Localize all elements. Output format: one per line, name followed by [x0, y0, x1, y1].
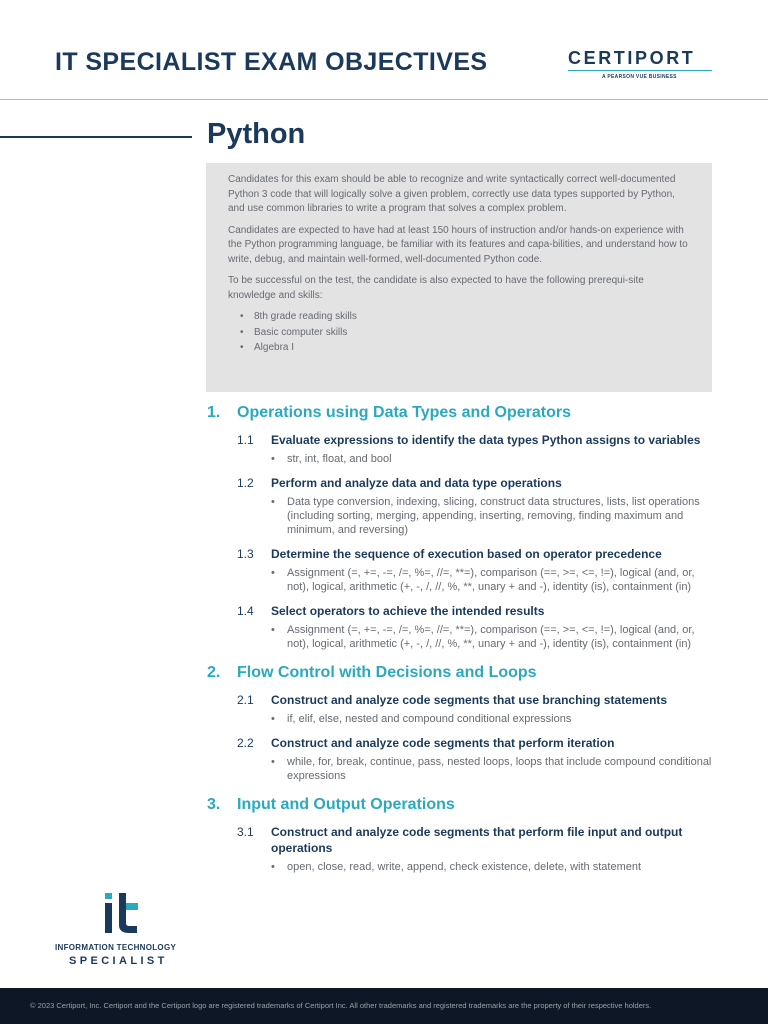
header-title: IT SPECIALIST EXAM OBJECTIVES — [55, 48, 488, 76]
section-number: 2. — [207, 664, 221, 681]
certiport-logo-tagline: A PEARSON VUE BUSINESS — [602, 74, 677, 80]
objective-detail: • Assignment (=, +=, -=, /=, %=, //=, **=), comparison (==, >=, <=, !=), logical (and, or, not), logical, arithmetic (+, -, /, //, %, **, unary + and -), identity (is), containment (in) — [287, 623, 717, 651]
objective-detail: • if, elif, else, nested and compound conditional expressions — [287, 712, 717, 726]
objective-detail: • Assignment (=, +=, -=, /=, %=, //=, **=), comparison (==, >=, <=, !=), logical (and, or, not), logical, arithmetic (+, -, /, //, %, **, unary + and -), identity (is), containment (in) — [287, 566, 717, 594]
objective-detail: • open, close, read, write, append, check existence, delete, with statement — [287, 860, 717, 874]
objective-number: 1.1 — [237, 433, 254, 447]
it-logo-line2: SPECIALIST — [69, 955, 168, 967]
objective — [237, 735, 717, 783]
section-title: Operations using Data Types and Operators — [237, 404, 571, 421]
objective — [237, 475, 717, 537]
prerequisite-item: • 8th grade reading skills — [228, 310, 690, 325]
objective — [237, 546, 717, 594]
objective-title: Select operators to achieve the intended results — [271, 604, 545, 618]
objective-number: 2.2 — [237, 736, 254, 750]
section-title: Flow Control with Decisions and Loops — [237, 664, 537, 681]
prerequisite-item: • Basic computer skills — [228, 326, 690, 341]
objective-title: Construct and analyze code segments that use branching statements — [271, 693, 668, 707]
section-number: 3. — [207, 796, 221, 813]
section-heading — [207, 664, 717, 682]
certiport-logo-text: CERTIPORT — [568, 48, 696, 68]
objective-detail: • while, for, break, continue, pass, nested loops, loops that include compound conditional expressions — [287, 755, 717, 783]
objective-detail: • str, int, float, and bool — [287, 452, 717, 466]
page-footer — [0, 988, 768, 1024]
section-title: Input and Output Operations — [237, 796, 455, 813]
objective — [237, 824, 717, 874]
objective-title: Construct and analyze code segments that perform file input and output operations — [271, 825, 683, 855]
it-logo-icon — [103, 893, 147, 935]
objective-title: Perform and analyze data and data type operations — [271, 476, 562, 490]
objective — [237, 603, 717, 651]
prerequisite-item: • Algebra I — [228, 341, 690, 356]
logo-divider — [568, 70, 712, 71]
certiport-logo — [568, 48, 718, 82]
objective-title: Evaluate expressions to identify the data types Python assigns to variables — [271, 433, 701, 447]
objective-number: 2.1 — [237, 693, 254, 707]
intro-box — [206, 163, 712, 392]
footer-copyright: © 2023 Certiport, Inc. Certiport and the Certiport logo are registered trademarks of Certiport Inc. All other trademarks and registered trademarks are the property of their respective holders. — [30, 1001, 652, 1010]
objectives-list — [207, 404, 717, 883]
title-rule — [0, 136, 192, 138]
page-title: Python — [207, 118, 306, 150]
objective — [237, 692, 717, 726]
prerequisite-list — [228, 310, 690, 356]
objective-title: Determine the sequence of execution based on operator precedence — [271, 547, 662, 561]
objective-number: 1.4 — [237, 604, 254, 618]
objective — [237, 432, 717, 466]
section-number: 1. — [207, 404, 221, 421]
objective-detail: • Data type conversion, indexing, slicing, construct data structures, lists, list operations (including sorting, merging, appending, inserting, removing, finding maximum and minimum, and reversing) — [287, 495, 717, 537]
section-heading — [207, 796, 717, 814]
objective-title: Construct and analyze code segments that perform iteration — [271, 736, 615, 750]
intro-paragraph: Candidates for this exam should be able to recognize and write syntactically correct well-documented Python 3 code that will logically solve a given problem, correctly use data types supported by Python, and use common libraries to write a program that solves a complex problem. — [228, 174, 676, 214]
page-header — [0, 0, 768, 100]
intro-paragraph: To be successful on the test, the candidate is also expected to have the following prerequi-site knowledge and skills: — [228, 275, 644, 301]
section-heading — [207, 404, 717, 422]
it-logo-line1: INFORMATION TECHNOLOGY — [55, 943, 177, 952]
objective-number: 3.1 — [237, 825, 254, 839]
objective-number: 1.3 — [237, 547, 254, 561]
objective-number: 1.2 — [237, 476, 254, 490]
intro-paragraph: Candidates are expected to have had at least 150 hours of instruction and/or hands-on experience with the Python programming language, be familiar with its features and capa-bilities, and understand how to write, debug, and maintain well-formed, well-documented Python code. — [228, 224, 688, 265]
it-specialist-logo — [55, 893, 195, 973]
